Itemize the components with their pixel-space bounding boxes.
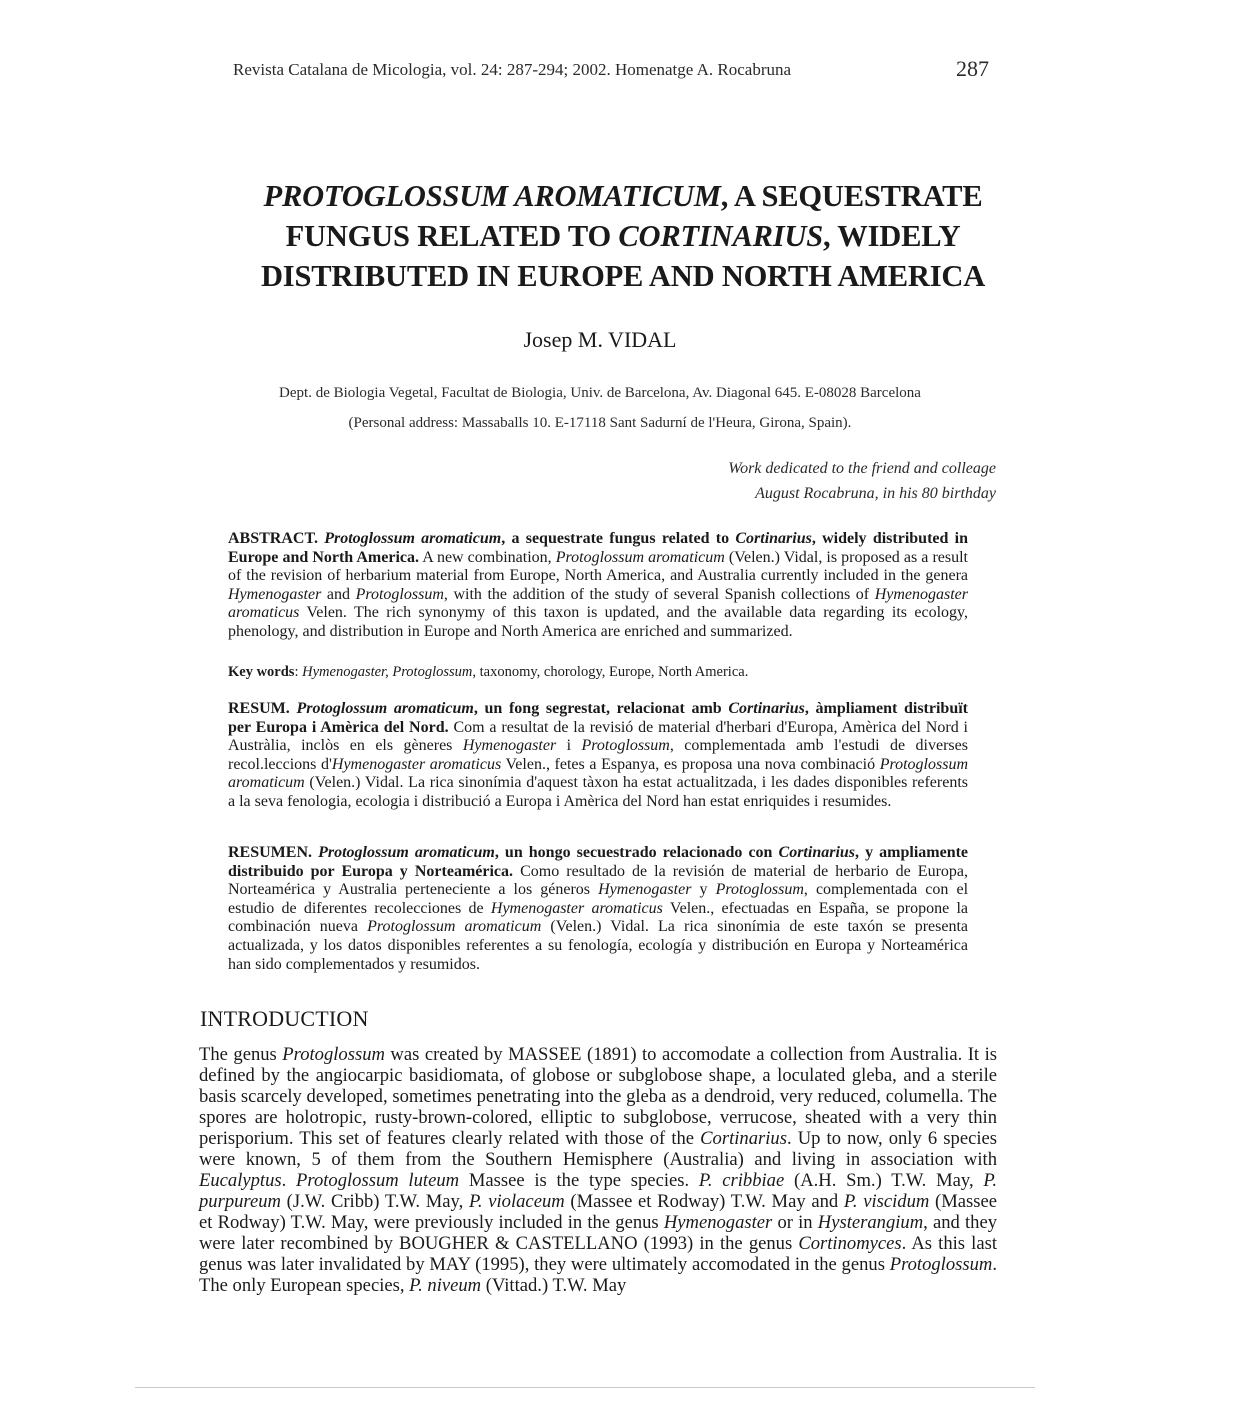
italic-term: Hymenogaster aromaticus [331, 755, 502, 773]
intro-text: . As this last genus was later invalidated by MAY (1995), they were ultimately accomodated in the genus [199, 1233, 997, 1275]
title-line-3: DISTRIBUTED IN EUROPE AND NORTH AMERICA [260, 259, 986, 293]
keywords-label: Key words [228, 664, 295, 680]
intro-text: . [281, 1170, 297, 1191]
italic-term: Hymenogaster aromaticus [228, 585, 968, 622]
abstract-catalan [228, 700, 968, 812]
resum-text: Com a resultat de la revisió de material d'herbari d'Europa, Amèrica del Nord i Austràlia, inclòs en els gèneres [228, 718, 968, 755]
italic-term: Protoglossum aromaticum [318, 844, 495, 861]
italic-term: Cortinarius [735, 530, 812, 547]
italic-term: Hysterangium [817, 1212, 924, 1233]
resum-label: RESUM. [228, 700, 290, 717]
keywords-italic: Hymenogaster, Protoglossum [302, 664, 473, 680]
title-line-1 [150, 176, 1096, 216]
italic-term: Protoglossum luteum [296, 1170, 460, 1191]
lead-text: , y ampliamente distribuido por Europa y Norteamérica. [228, 844, 969, 880]
intro-text: (A.H. Sm.) T.W. May, [784, 1170, 984, 1191]
abstract-english [228, 530, 968, 642]
abstract-text: A new combination, [419, 548, 556, 566]
page-bottom-rule [135, 1387, 1035, 1388]
italic-term: Cortinarius [728, 700, 805, 717]
resum-text: , complementada amb l'estudi de diverses recol.leccions d' [228, 737, 968, 773]
title-genus: CORTINARIUS [618, 219, 823, 253]
abstract-spanish [228, 844, 968, 974]
intro-text: . The only European species, [199, 1254, 997, 1296]
italic-term: Cortinarius [778, 844, 856, 861]
italic-term: P. purpureum [199, 1170, 997, 1212]
italic-term: Protoglossum aromaticum [296, 700, 474, 717]
dedication-line: Work dedicated to the friend and colleage [728, 460, 996, 477]
personal-address: (Personal address: Massaballs 10. E-17118 Sant Sadurní de l'Heura, Girona, Spain). [348, 415, 852, 431]
lead-text: , a sequestrate fungus related to [501, 530, 736, 547]
italic-term: Protoglossum aromaticum [555, 548, 725, 566]
italic-term: Protoglossum [581, 737, 670, 755]
italic-term: Protoglossum [282, 1044, 385, 1065]
italic-term: Cortinarius [700, 1128, 787, 1149]
italic-term: Hymenogaster [663, 1212, 773, 1233]
resumen-text: Velen., efectuadas en España, se propone la combinación nueva [228, 899, 968, 936]
italic-term: P. niveum [409, 1275, 482, 1296]
page-number: 287 [956, 56, 989, 81]
resum-text: i [556, 737, 582, 755]
lead-text: , widely distributed in Europe and North America. [228, 530, 968, 566]
lead-text: , un hongo secuestrado relacionado con [494, 844, 779, 861]
abstract-text: and [321, 585, 356, 603]
intro-text: Massee is the type species. [459, 1170, 699, 1191]
italic-term: P. viscidum [843, 1191, 930, 1212]
resumen-text: Como resultado de la revisión de material de herbario de Europa, Norteamérica y Australia perteneciente a los géneros [228, 862, 968, 899]
italic-term: Protoglossum [355, 585, 444, 603]
italic-term: Hymenogaster aromaticus [490, 899, 663, 917]
dedication [728, 456, 996, 506]
article-title [150, 176, 1096, 296]
abstract-label: ABSTRACT. [228, 530, 318, 547]
italic-term: Protoglossum [889, 1254, 993, 1275]
resum-text: Velen., fetes a Espanya, es proposa una nova combinació [501, 755, 880, 773]
italic-term: P. violaceum [468, 1191, 565, 1212]
abstract-text: (Velen.) Vidal, is proposed as a result of the revision of herbarium material from Europe, North America, and Australia currently included in the genera [228, 548, 968, 585]
resumen-text: , complementada con el estudio de diferentes recolecciones de [228, 881, 969, 917]
italic-term: Hymenogaster [228, 585, 322, 603]
resumen-text: y [691, 881, 716, 899]
resumen-label: RESUMEN. [228, 844, 313, 861]
resum-text: (Velen.) Vidal. La rica sinonímia d'aquest tàxon ha estat actualitzada, i les dades disponibles referents a la seva fenologia, ecologia i distribució a Europa i Amèrica del Nord han estat enriquides i resumides. [228, 774, 968, 810]
intro-text: or in [772, 1212, 818, 1233]
italic-term: Cortinomyces [798, 1233, 902, 1254]
abstract-text: Velen. The rich synonymy of this taxon is updated, and the available data regarding its ecology, phenology, and distribution in Europe and North America are enriched and summarized. [228, 604, 968, 640]
dedication-line: August Rocabruna, in his 80 birthday [755, 485, 996, 502]
intro-text: (Vittad.) T.W. May [481, 1275, 627, 1296]
italic-term: Eucalyptus [199, 1170, 282, 1191]
running-head: Revista Catalana de Micologia, vol. 24: 287-294; 2002. Homenatge A. Rocabruna [233, 60, 792, 79]
introduction-paragraph [199, 1044, 997, 1296]
intro-text: (Massee et Rodway) T.W. May, were previously included in the genus [199, 1191, 997, 1233]
intro-text: (Massee et Rodway) T.W. May and [564, 1191, 844, 1212]
keywords: Key words: Hymenogaster, Protoglossum, taxonomy, chorology, Europe, North America. [228, 664, 749, 680]
intro-text: . Up to now, only 6 species were known, 5 of them from the Southern Hemisphere (Australia) and living in association with [199, 1128, 997, 1170]
resumen-text: (Velen.) Vidal. La rica sinonímia de este taxón se presenta actualizada, y los datos disponibles referentes a su fenología, ecología y distribución en Europa y Norteamérica han sido complementados y resumidos. [228, 918, 969, 973]
lead-text: , un fong segrestat, relacionat amb [473, 700, 729, 717]
title-genus-species: PROTOGLOSSUM AROMATICUM [263, 179, 721, 213]
title-line-2 [150, 216, 1096, 256]
author-affiliation [0, 378, 1200, 438]
italic-term: Protoglossum aromaticum [228, 755, 969, 792]
italic-term: Protoglossum aromaticum [367, 918, 542, 936]
intro-text: (J.W. Cribb) T.W. May, [280, 1191, 469, 1212]
intro-text: , and they were later recombined by BOUGHER & CASTELLANO (1993) in the genus [199, 1212, 997, 1254]
author-name: Josep M. VIDAL [523, 327, 677, 352]
abstract-text: , with the addition of the study of several Spanish collections of [443, 585, 875, 603]
section-heading-introduction: INTRODUCTION [200, 1006, 369, 1031]
italic-term: P. cribbiae [698, 1170, 785, 1191]
italic-term: Protoglossum [715, 881, 804, 899]
intro-text: The genus [199, 1044, 283, 1065]
title-text: FUNGUS RELATED TO [285, 219, 619, 253]
keywords-text: , taxonomy, chorology, Europe, North America. [472, 664, 749, 680]
intro-text: was created by MASSEE (1891) to accomodate a collection from Australia. It is defined by the angiocarpic basidiomata, of globose or subglobose shape, a loculated gleba, and a sterile basis scarcely developed, sometimes penetrating into the gleba as a dendroid, very reduced, columella. The spores are holotropic, rusty-brown-colored, elliptic to subglobose, verrucose, sheated with a very thin perisporium. This set of features clearly related with those of the [199, 1044, 997, 1149]
affiliation-line: Dept. de Biologia Vegetal, Facultat de Biologia, Univ. de Barcelona, Av. Diagonal 645. E-08028 Barcelona [279, 385, 921, 401]
italic-term: Hymenogaster [598, 881, 692, 899]
title-text: , A SEQUESTRATE [720, 179, 983, 213]
italic-term: Hymenogaster [462, 737, 557, 755]
title-text: , WIDELY [823, 219, 961, 253]
lead-text: , àmpliament distribuït per Europa i Amèrica del Nord. [228, 700, 968, 736]
italic-term: Protoglossum aromaticum [324, 530, 502, 547]
